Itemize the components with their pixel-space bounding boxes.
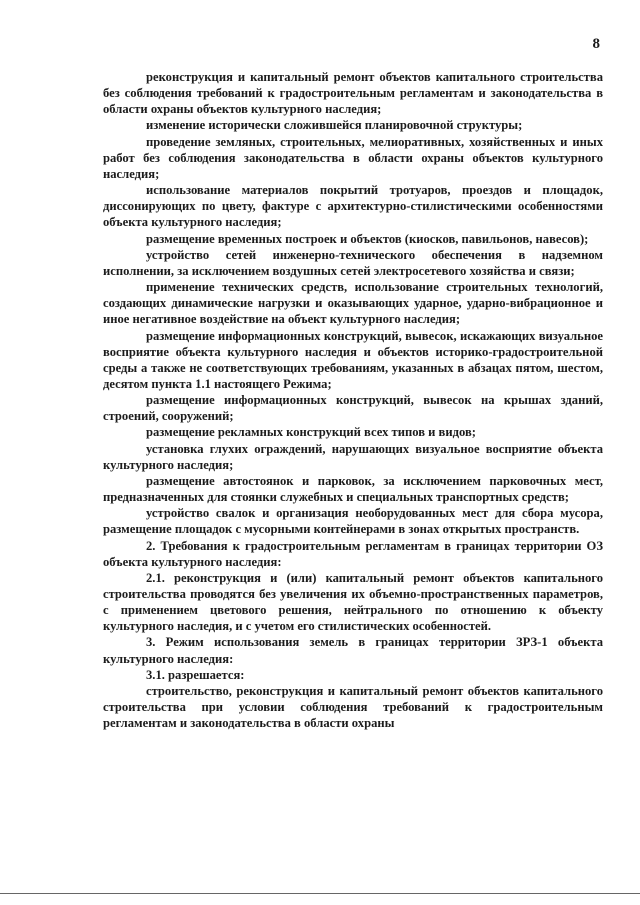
paragraph: использование материалов покрытий тротуаров, проездов и площадок, диссонирующих по цвету, фактуре с архитектурно-стилистическими особенностями объекта культурного наследия; [103,183,603,230]
footer-divider [0,893,640,894]
subsection-heading: 3.1. разрешается: [146,667,245,682]
paragraph: проведение земляных, строительных, мелиоративных, хозяйственных и иных работ без соблюдения законодательства в области охраны объектов культурного наследия; [103,134,603,181]
paragraph: установка глухих ограждений, нарушающих визуальное восприятие объекта культурного наследия; [103,441,603,472]
paragraph: изменение исторически сложившейся планировочной структуры; [146,118,523,133]
paragraph: строительство, реконструкция и капитальный ремонт объектов капитального строительства при условии соблюдения требований к градостроительным регламентам и законодательства в области охраны [103,683,603,731]
paragraph: реконструкция и капитальный ремонт объектов капитального строительства без соблюдения требований к градостроительным регламентам и законодательства в области охраны объектов культурного наследия; [103,70,603,117]
paragraph: размещение временных построек и объектов (киосков, павильонов, навесов); [146,231,589,246]
paragraph: устройство свалок и организация необорудованных мест для сбора мусора, размещение площадок с мусорными контейнерами в зонах открытых пространств. [103,506,603,537]
page-number: 8 [592,36,600,52]
paragraph: применение технических средств, использование строительных технологий, создающих динамические нагрузки и оказывающих ударное, ударно-вибрационное и иное негативное воздействие на объект культурного наследия; [103,280,603,327]
paragraph: размещение информационных конструкций, вывесок, искажающих визуальное восприятие объекта культурного наследия и объектов историко-градостроительной среды а также не соответствующих требованиям, указанных в абзацах пятом, шестом, десятом пункта 1.1 настоящего Режима; [103,328,603,391]
paragraph: размещение информационных конструкций, вывесок на крышах зданий, строений, сооружений; [103,393,603,424]
document-body [103,69,603,731]
section-heading: 2. Требования к градостроительным регламентам в границах территории ОЗ объекта культурного наследия: [103,538,603,569]
paragraph: размещение автостоянок и парковок, за исключением парковочных мест, предназначенных для стоянки служебных и специальных транспортных средств; [103,473,603,505]
section-heading: 3. Режим использования земель в границах территории ЗРЗ-1 объекта культурного наследия: [103,635,603,666]
paragraph: 2.1. реконструкция и (или) капитальный ремонт объектов капитального строительства проводятся без увеличения их объемно-пространственных параметров, с применением цветового решения, нейтрального по отношению к объекту культурного наследия, и с учетом его стилистических особенностей. [103,570,603,634]
paragraph: размещение рекламных конструкций всех типов и видов; [146,425,476,440]
paragraph: устройство сетей инженерно-технического обеспечения в надземном исполнении, за исключением воздушных сетей электросетевого хозяйства и связи; [103,247,603,278]
